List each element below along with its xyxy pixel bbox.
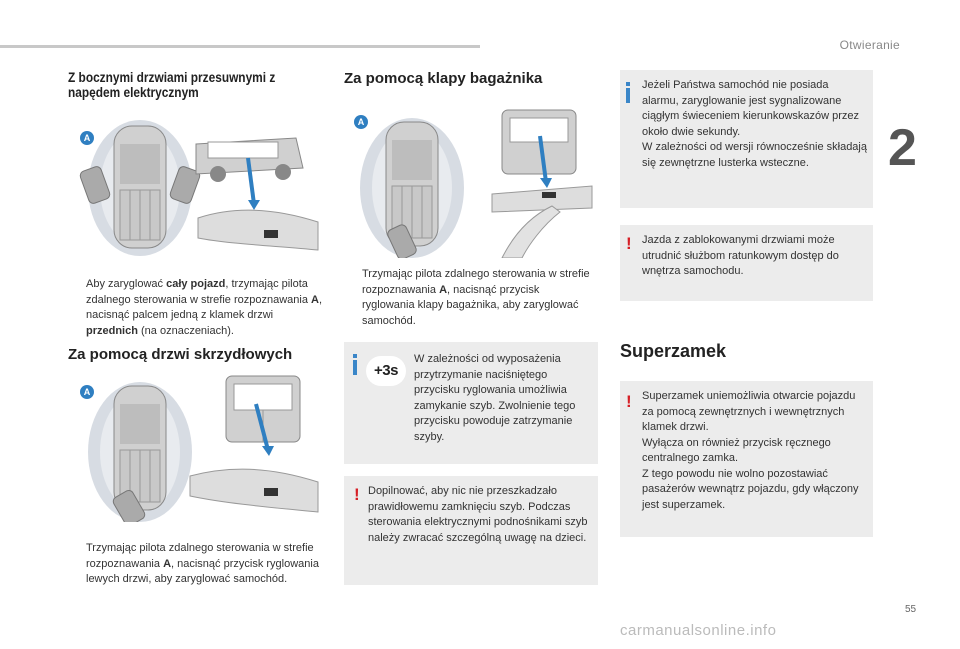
figure-tailgate <box>352 108 597 258</box>
figure-sliding-door <box>78 118 328 258</box>
info-box-windows <box>344 342 598 464</box>
info-icon <box>626 88 630 103</box>
warning-box-superlock <box>620 381 873 537</box>
warning-icon: ! <box>354 485 360 504</box>
warning-icon: ! <box>626 392 632 411</box>
warning-box-text: Jazda z zablokowanymi drzwiami może utrudnić służbom ratunkowym dostęp do wnętrza samochodu. <box>642 234 839 277</box>
zone-a-badge: A <box>354 115 368 129</box>
warning-box-text: Dopilnować, aby nic nie przeszkadzało prawidłowemu zamknięciu szyb. Podczas sterowania elektrycznymi podnośnikami szyb należy zwracać szczególną uwagę na dzieci. <box>368 485 588 544</box>
info-box-alarm <box>620 70 873 208</box>
figure-wing-doors <box>78 372 328 522</box>
zone-a-badge: A <box>80 385 94 399</box>
middle-bullet: Trzymając pilota zdalnego sterowania w strefie rozpoznawania A, nacisnąć przycisk ryglowania klapy bagażnika, aby zaryglować samochód. <box>362 268 590 327</box>
left-bullet-2: Trzymając pilota zdalnego sterowania w strefie rozpoznawania A, nacisnąć przycisk ryglowania lewych drzwi, aby zaryglować samochód. <box>86 542 319 585</box>
info-box-alarm-text: Jeżeli Państwa samochód nie posiada alarmu, zaryglowanie jest sygnalizowane ciągłym świeceniem kierunkowskazów przez około dwie sekundy. W zależności od wersji równocześnie składają się zewnętrzne lusterka wsteczne. <box>642 79 867 169</box>
warning-icon: ! <box>626 234 632 253</box>
chapter-number: 2 <box>888 119 917 177</box>
left-title: Z bocznymi drzwiami przesuwnymi z napędem elektrycznym <box>68 70 276 100</box>
superzamek-title: Superzamek <box>620 341 727 361</box>
info-box-text: W zależności od wyposażenia przytrzymanie naciśniętego przycisku ryglowania umożliwia zamykanie szyb. Zwolnienie tego przycisku powoduje zatrzymanie szyby. <box>414 353 576 443</box>
left-bullet-1: Aby zaryglować cały pojazd, trzymając pilota zdalnego sterowania w strefie rozpoznawania A, nacisnąć palcem jedną z klamek drzwi przednich (na oznaczeniach). <box>86 278 323 337</box>
watermark: carmanualsonline.info <box>620 622 777 639</box>
header-rule <box>0 45 480 48</box>
warning-box-locked-driving <box>620 225 873 301</box>
hold-3s-icon: +3s <box>366 356 406 386</box>
info-icon <box>353 360 357 375</box>
warning-box-windows <box>344 476 598 585</box>
warning-box-superlock-text: Superzamek uniemożliwia otwarcie pojazdu za pomocą zewnętrznych i wewnętrznych klamek drzwi. Wyłącza on również przycisk ręcznego centralnego zamka. Z tego powodu nie wolno pozostawiać pasażerów wewnątrz pojazdu, gdy włączony jest superzamek. <box>642 390 859 511</box>
section-title: Otwieranie <box>839 38 900 52</box>
left-subtitle: Za pomocą drzwi skrzydłowych <box>68 346 293 363</box>
zone-a-badge: A <box>80 131 94 145</box>
middle-title: Za pomocą klapy bagażnika <box>344 70 543 87</box>
page-number: 55 <box>905 604 917 615</box>
